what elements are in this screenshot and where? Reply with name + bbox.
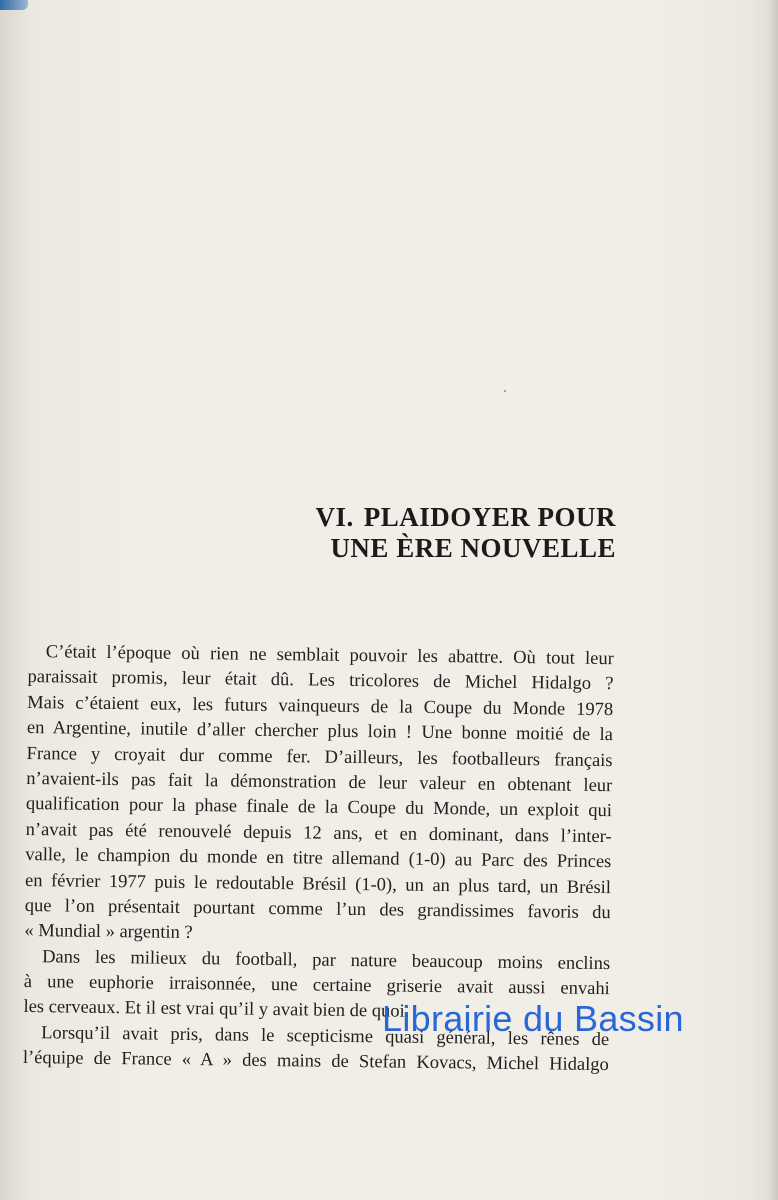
- chapter-title-text-1: PLAIDOYER POUR: [363, 502, 616, 532]
- chapter-title-line-1: [230, 502, 616, 533]
- chapter-title-line-2: UNE ÈRE NOUVELLE: [330, 533, 616, 563]
- body-line: n’avaient-ils pas fait la démonstration de leur valeur en obtenant leur: [26, 768, 613, 797]
- page-edge-shadow: [766, 0, 778, 1200]
- body-line: Mais c’étaient eux, les futurs vainqueurs de la Coupe du Monde 1978: [27, 692, 614, 720]
- corner-tab: [0, 0, 28, 10]
- body-line: à une euphorie irraisonnée, une certaine griserie avait aussi envahi: [23, 972, 610, 1000]
- body-line: C’était l’époque où rien ne semblait pouvoir les abattre. Où tout leur: [45, 642, 614, 670]
- chapter-number: VI.: [315, 502, 354, 532]
- watermark-text: Librairie du Bassin: [382, 998, 684, 1039]
- body-line: « Mundial » argentin ?: [24, 921, 193, 944]
- body-line: Dans les milieux du football, par nature beaucoup moins enclins: [42, 946, 611, 974]
- body-line: paraissait promis, leur était dû. Les tricolores de Michel Hidalgo ?: [27, 667, 614, 695]
- chapter-title: [230, 502, 616, 564]
- body-line: Lorsqu’il avait pris, dans le scepticisme quasi général, les rênes de: [41, 1023, 610, 1050]
- body-line: valle, le champion du monde en titre allemand (1-0) au Parc des Princes: [25, 845, 612, 873]
- body-line: en Argentine, inutile d’aller chercher plus loin ! Une bonne moitié de la: [26, 718, 614, 746]
- body-line: en février 1977 puis le redoutable Brésil (1-0), un an plus tard, un Brésil: [24, 870, 612, 898]
- body-line: France y croyait dur comme fer. D’ailleurs, les footballeurs français: [26, 743, 613, 771]
- body-line: qualification pour la phase finale de la Coupe du Monde, un exploit qui: [25, 794, 613, 822]
- body-line: que l’on présentait pourtant comme l’un des grandissimes favoris du: [24, 895, 611, 924]
- body-line: les cerveaux. Et il est vrai qu’il y avait bien de quoi.: [23, 997, 410, 1023]
- body-line: n’avait pas été renouvelé depuis 12 ans, et en dominant, dans l’inter-: [25, 819, 612, 847]
- body-line: l’équipe de France « A » des mains de Stefan Kovacs, Michel Hidalgo: [22, 1048, 609, 1076]
- paper-speck: [504, 390, 506, 392]
